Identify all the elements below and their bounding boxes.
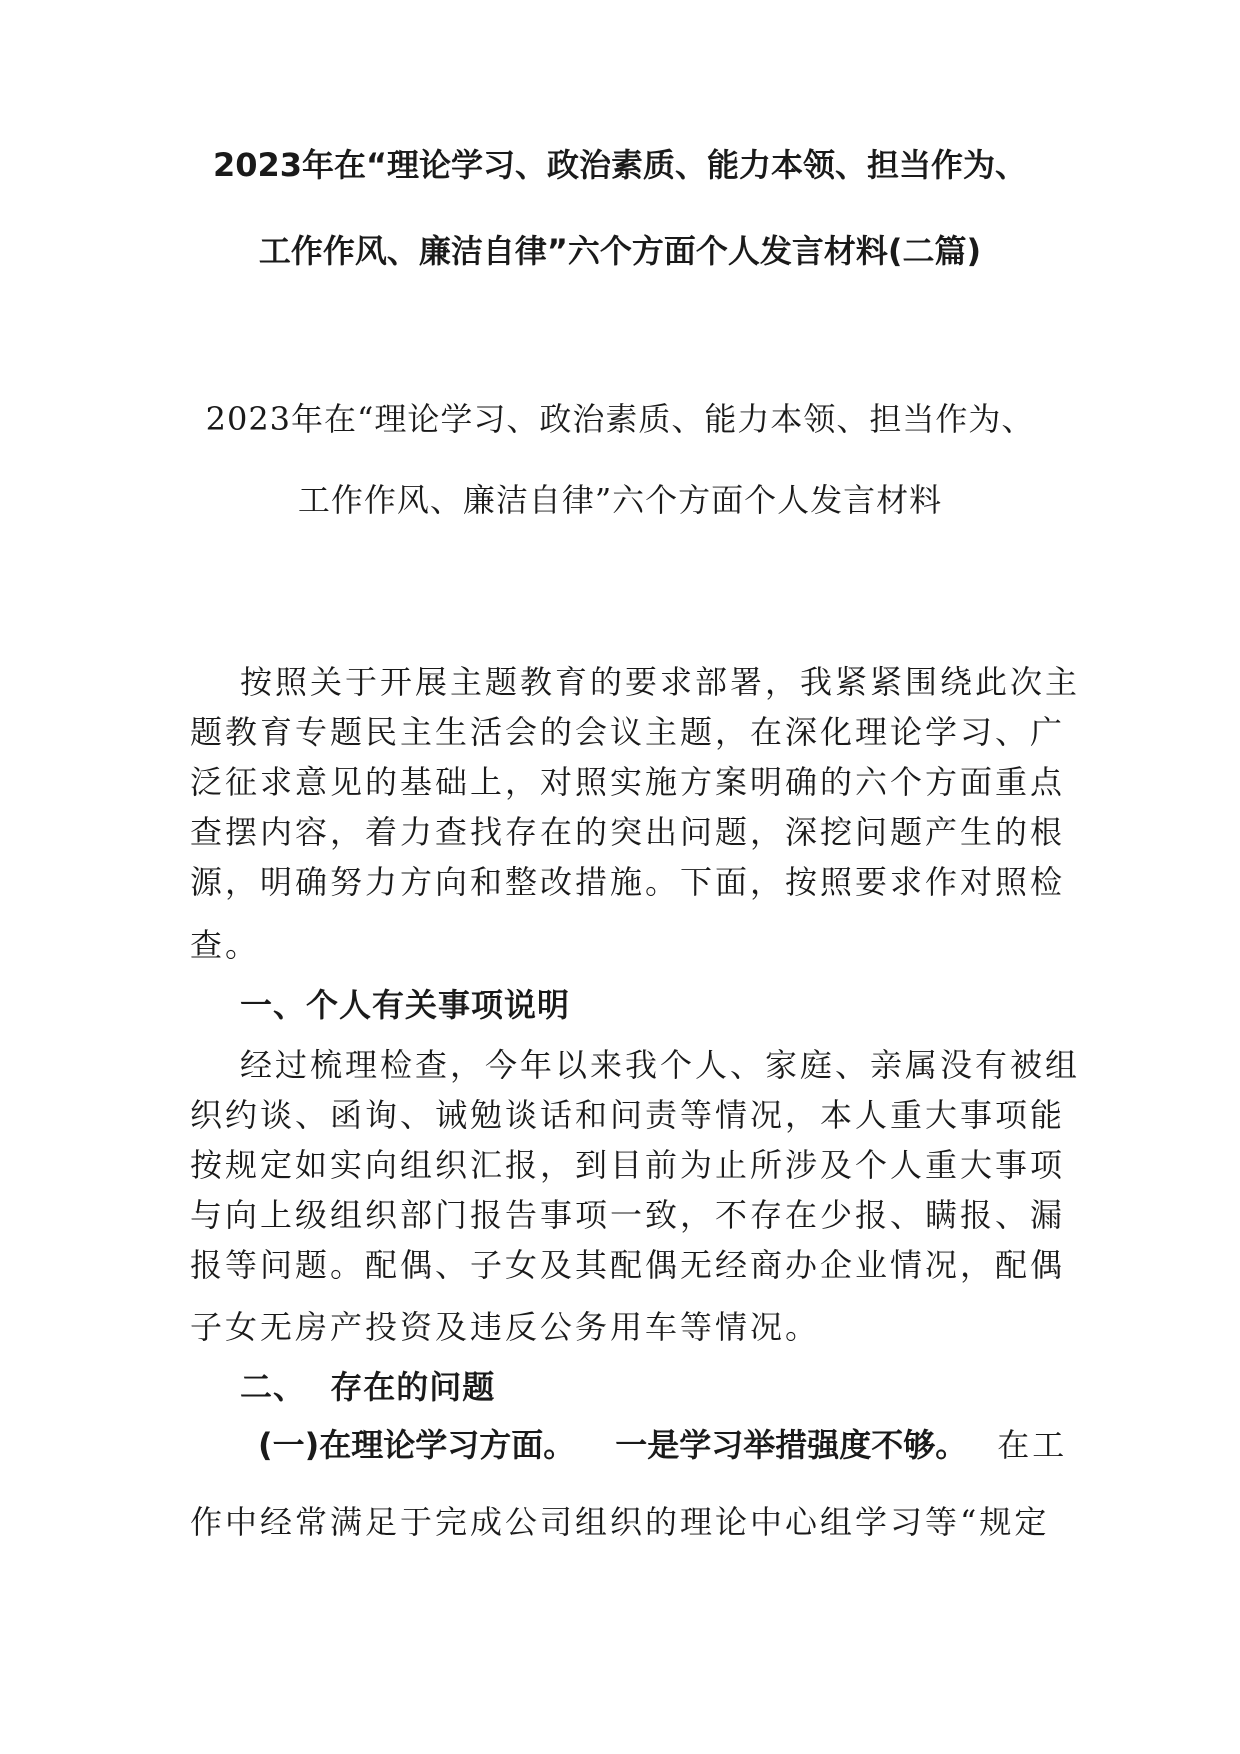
subsection-label: (一)在理论学习方面。 <box>258 1426 576 1464</box>
section1-paragraph-line: 与向上级组织部门报告事项一致，不存在少报、瞒报、漏 <box>190 1196 1066 1234</box>
section1-paragraph-line: 子女无房产投资及违反公务用车等情况。 <box>190 1308 821 1346</box>
section1-paragraph-line: 织约谈、函询、诫勉谈话和问责等情况，本人重大事项能 <box>190 1096 1066 1134</box>
intro-paragraph-line: 泛征求意见的基础上，对照实施方案明确的六个方面重点 <box>190 763 1066 801</box>
intro-paragraph-line: 按照关于开展主题教育的要求部署，我紧紧围绕此次主 <box>240 663 1081 701</box>
section1-paragraph-line: 报等问题。配偶、子女及其配偶无经商办企业情况，配偶 <box>190 1246 1066 1284</box>
intro-paragraph-line: 源，明确努力方向和整改措施。下面，按照要求作对照检 <box>190 863 1066 901</box>
subsection-point: 一是学习举措强度不够。 <box>615 1426 968 1464</box>
section2-paragraph-line: 作中经常满足于完成公司组织的理论中心组学习等“规定 <box>190 1503 1050 1541</box>
subtitle-line-1: 2023年在“理论学习、政治素质、能力本领、担当作为、 <box>205 400 1035 438</box>
document-title-line-2: 工作作风、廉洁自律”六个方面个人发言材料(二篇) <box>258 232 982 270</box>
section-heading-problems: 二、 存在的问题 <box>240 1368 496 1406</box>
section1-paragraph-line: 按规定如实向组织汇报，到目前为止所涉及个人重大事项 <box>190 1146 1066 1184</box>
section1-paragraph-line: 经过梳理检查，今年以来我个人、家庭、亲属没有被组 <box>240 1046 1081 1084</box>
section-heading-personal-matters: 一、个人有关事项说明 <box>240 986 571 1024</box>
intro-paragraph-line: 查摆内容，着力查找存在的突出问题，深挖问题产生的根 <box>190 813 1066 851</box>
subsection-text: 在工 <box>997 1426 1068 1464</box>
intro-paragraph-line: 题教育专题民主生活会的会议主题，在深化理论学习、广 <box>190 713 1066 751</box>
subtitle-line-2: 工作作风、廉洁自律”六个方面个人发言材料 <box>297 481 943 519</box>
subsection-theory-study <box>258 1420 1067 1466</box>
intro-paragraph-line: 查。 <box>190 926 261 964</box>
document-title-line-1: 2023年在“理论学习、政治素质、能力本领、担当作为、 <box>212 146 1028 184</box>
